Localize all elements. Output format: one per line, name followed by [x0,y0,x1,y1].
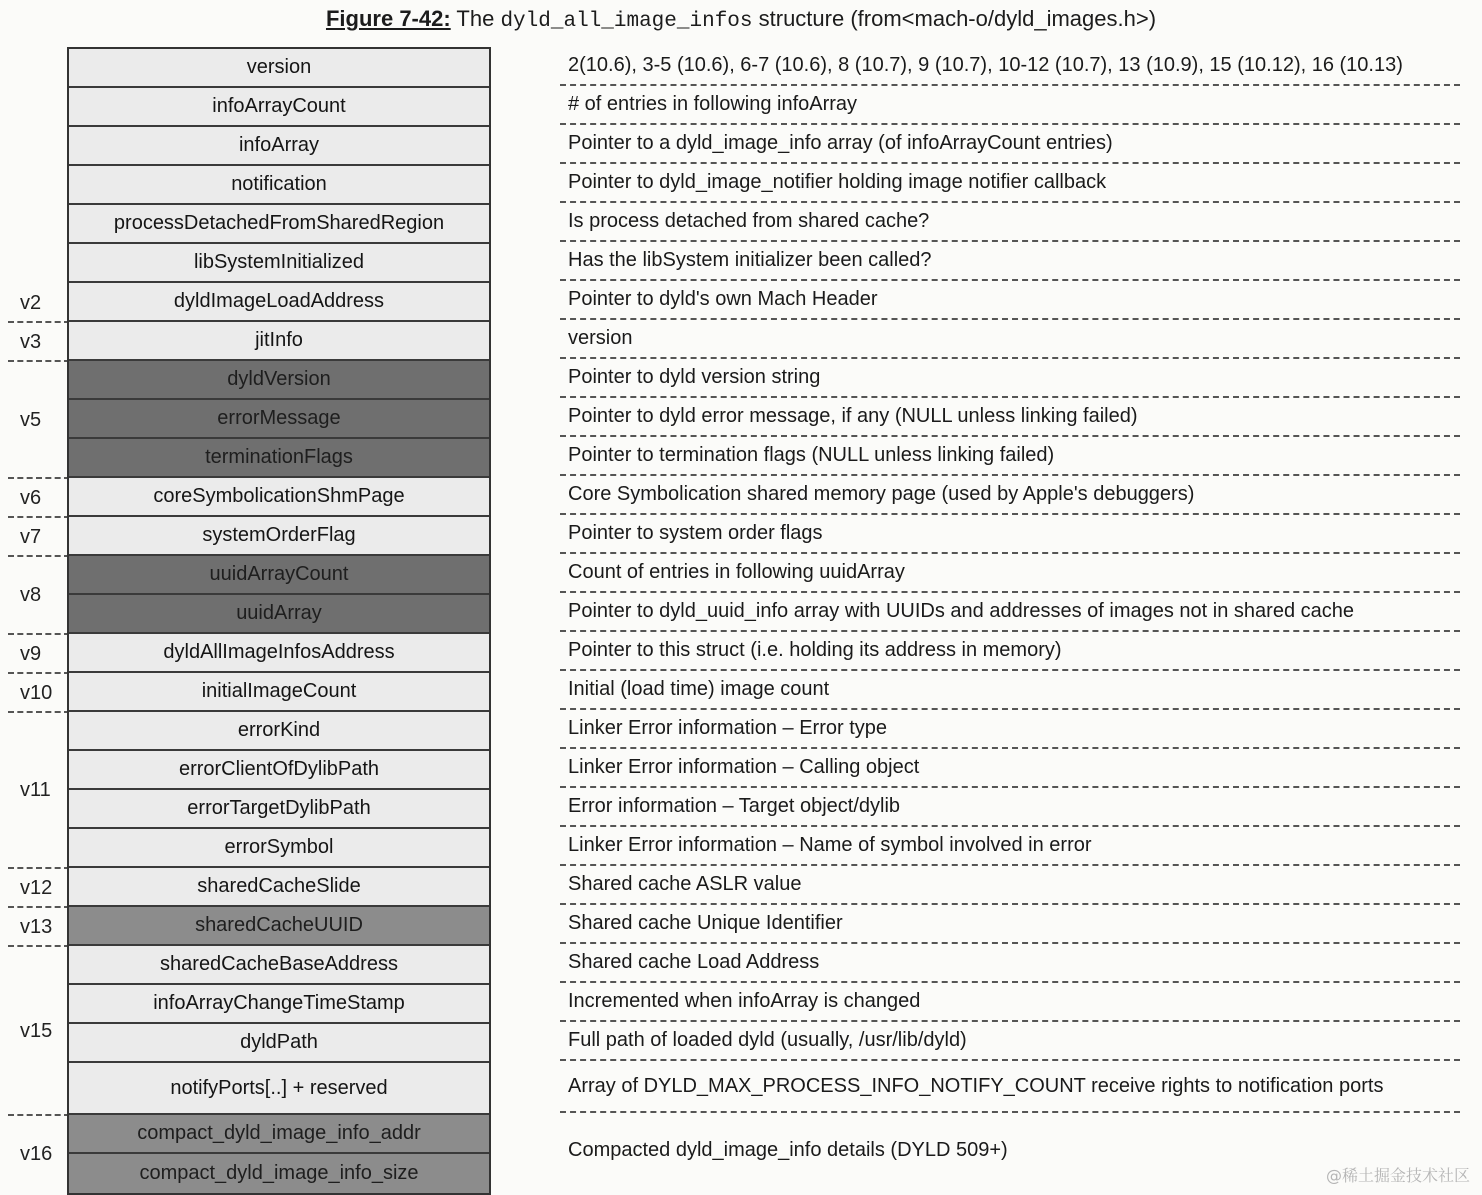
caption-header: <mach-o/dyld_images.h> [901,6,1149,31]
struct-field: sharedCacheUUID [69,907,489,946]
version-label: v11 [20,779,51,801]
field-description: Shared cache Unique Identifier [560,905,1460,944]
version-separator [8,516,70,518]
struct-field: errorClientOfDylibPath [69,751,489,790]
figure-caption [0,4,1482,34]
version-separator [8,906,70,908]
struct-field: uuidArray [69,595,489,634]
struct-field: infoArrayCount [69,88,489,127]
struct-field: dyldImageLoadAddress [69,283,489,322]
version-label: v16 [20,1143,53,1165]
version-label: v6 [20,487,42,509]
field-description: Is process detached from shared cache? [560,203,1460,242]
version-separator [8,867,70,869]
field-description: Full path of loaded dyld (usually, /usr/lib/dyld) [560,1022,1460,1061]
field-description: version [560,320,1460,359]
struct-field-table [67,47,491,1195]
version-label: v10 [20,682,53,704]
struct-field: coreSymbolicationShmPage [69,478,489,517]
version-label: v12 [20,877,53,899]
caption-post: ) [1148,6,1157,31]
field-description: Compacted dyld_image_info details (DYLD 509+) [568,1138,1008,1161]
struct-field: errorSymbol [69,829,489,868]
struct-field: dyldPath [69,1024,489,1063]
version-column [0,0,72,1192]
struct-field: sharedCacheBaseAddress [69,946,489,985]
field-description: 2(10.6), 3-5 (10.6), 6-7 (10.6), 8 (10.7), 9 (10.7), 10-12 (10.7), 13 (10.9), 15 (10.12), 16 (10.13) [560,47,1460,86]
caption-struct-name: dyld_all_image_infos [500,10,753,33]
struct-field: errorTargetDylibPath [69,790,489,829]
field-description: Incremented when infoArray is changed [560,983,1460,1022]
version-label: v7 [20,526,42,548]
version-separator [8,1114,70,1116]
field-description: Initial (load time) image count [560,671,1460,710]
struct-field: infoArray [69,127,489,166]
watermark: @稀土掘金技术社区 [1325,1166,1470,1185]
version-separator [8,672,70,674]
caption-pre: The [456,6,495,31]
struct-field: infoArrayChangeTimeStamp [69,985,489,1024]
field-description: Pointer to termination flags (NULL unless linking failed) [560,437,1460,476]
field-description: Pointer to dyld's own Mach Header [560,281,1460,320]
version-separator [8,321,70,323]
struct-field: systemOrderFlag [69,517,489,556]
field-description: Pointer to dyld_image_notifier holding image notifier callback [560,164,1460,203]
figure-label: Figure 7-42: [325,6,451,31]
field-description: Pointer to a dyld_image_info array (of infoArrayCount entries) [560,125,1460,164]
version-separator [8,711,70,713]
struct-field: compact_dyld_image_info_addr [69,1115,489,1154]
caption-mid: structure (from [758,6,902,31]
field-description: Pointer to dyld error message, if any (NULL unless linking failed) [560,398,1460,437]
struct-field: notifyPorts[..] + reserved [69,1063,489,1115]
field-description: Count of entries in following uuidArray [560,554,1460,593]
struct-field: errorMessage [69,400,489,439]
field-description: Linker Error information – Name of symbol involved in error [560,827,1460,866]
version-separator [8,360,70,362]
struct-field: notification [69,166,489,205]
struct-field: errorKind [69,712,489,751]
field-description-column [560,47,1460,1187]
version-separator [8,477,70,479]
version-label: v9 [20,643,42,665]
field-description: Pointer to dyld_uuid_info array with UUIDs and addresses of images not in shared cache [560,593,1460,632]
field-description: Core Symbolication shared memory page (used by Apple's debuggers) [560,476,1460,515]
struct-field: processDetachedFromSharedRegion [69,205,489,244]
struct-field: uuidArrayCount [69,556,489,595]
struct-field: terminationFlags [69,439,489,478]
struct-field: sharedCacheSlide [69,868,489,907]
struct-field: libSystemInitialized [69,244,489,283]
struct-field: jitInfo [69,322,489,361]
field-description: Error information – Target object/dylib [560,788,1460,827]
field-description: Linker Error information – Calling object [560,749,1460,788]
struct-field: dyldVersion [69,361,489,400]
version-separator [8,945,70,947]
field-description: Linker Error information – Error type [560,710,1460,749]
struct-field: dyldAllImageInfosAddress [69,634,489,673]
field-description: Has the libSystem initializer been called? [560,242,1460,281]
version-label: v8 [20,584,42,606]
field-description: # of entries in following infoArray [560,86,1460,125]
version-label: v15 [20,1020,53,1042]
version-label: v3 [20,331,42,353]
version-label: v2 [20,292,42,314]
field-description: Shared cache ASLR value [560,866,1460,905]
field-description: Pointer to this struct (i.e. holding its address in memory) [560,632,1460,671]
field-description: Shared cache Load Address [560,944,1460,983]
field-description: Pointer to dyld version string [560,359,1460,398]
field-description: Array of DYLD_MAX_PROCESS_INFO_NOTIFY_COUNT receive rights to notification ports [560,1061,1460,1113]
struct-field: initialImageCount [69,673,489,712]
field-description: Pointer to system order flags [560,515,1460,554]
version-label: v13 [20,916,53,938]
version-label: v5 [20,409,42,431]
version-separator [8,555,70,557]
struct-field: compact_dyld_image_info_size [69,1154,489,1193]
struct-field: version [69,49,489,88]
version-separator [8,633,70,635]
